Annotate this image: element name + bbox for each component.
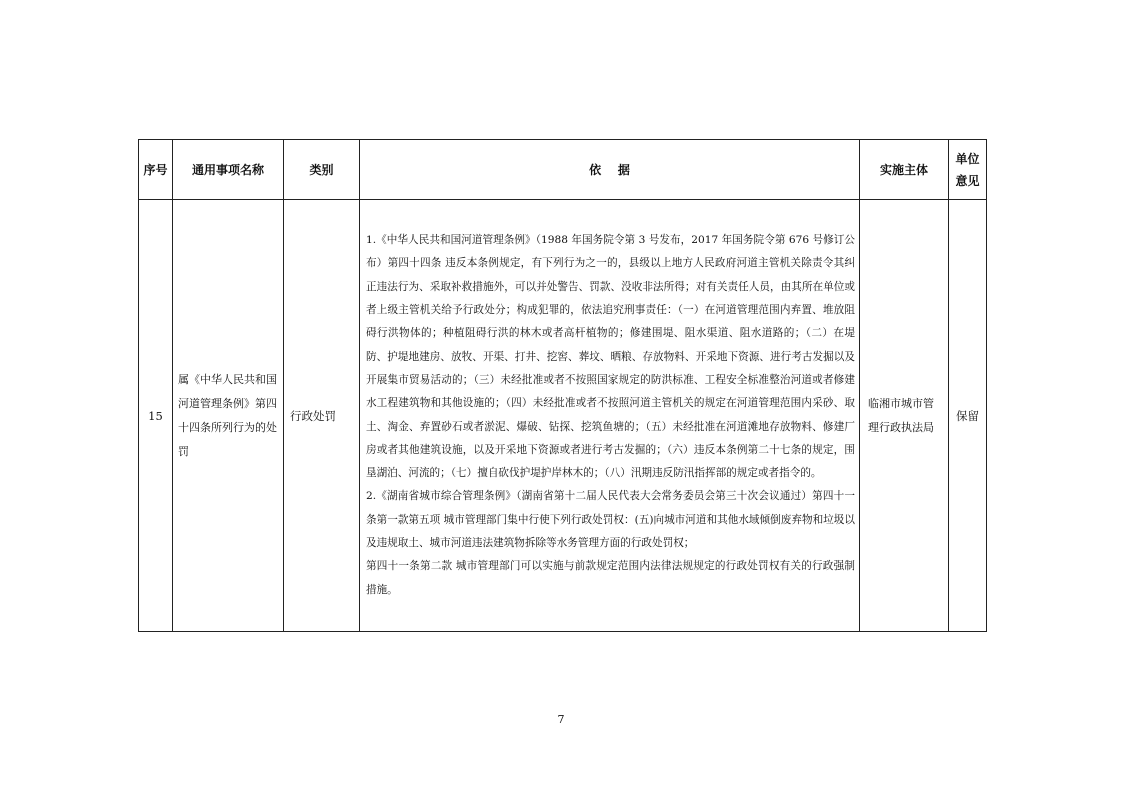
basis-paragraph-3: 第四十一条第二款 城市管理部门可以实施与前款规定范围内法律法规规定的行政处罚权有关的行政强制措施。 bbox=[366, 560, 855, 596]
row-seq: 15 bbox=[139, 200, 173, 632]
basis-paragraph-1: 1.《中华人民共和国河道管理条例》（1988 年国务院令第 3 号发布，2017 年国务院令第 676 号修订公布）第四十四条 违反本条例规定，有下列行为之一的，县级以上地方人民政府河道主管机关除责令其纠正违法行为、采取补救措施外，可以并处警告、罚款、没收非法所得；对有关责任人员，由其所在单位或者上级主管机关给予行政处分；构成犯罪的，依法追究刑事责任：（一）在河道管理范围内弃置、堆放阻碍行洪物体的；种植阻碍行洪的林木或者高杆植物的；修建围堤、阻水渠道、阻水道路的；（二）在堤防、护堤地建房、放牧、开渠、打井、挖窖、葬坟、晒粮、存放物料、开采地下资源、进行考古发掘以及开展集市贸易活动的；（三）未经批准或者不按照国家规定的防洪标准、工程安全标准整治河道或者修建水工程建筑物和其他设施的；（四）未经批准或者不按照河道主管机关的规定在河道管理范围内采砂、取土、淘金、弃置砂石或者淤泥、爆破、钻探、挖筑鱼塘的；（五）未经批准在河道滩地存放物料、修建厂房或者其他建筑设施，以及开采地下资源或者进行考古发掘的；（六）违反本条例第二十七条的规定，围垦湖泊、河流的；（七）擅自砍伐护堤护岸林木的；（八）汛期违反防汛指挥部的规定或者指令的。 bbox=[366, 234, 855, 480]
row-category: 行政处罚 bbox=[284, 200, 360, 632]
table-header-row bbox=[139, 140, 987, 200]
page-number: 7 bbox=[557, 713, 565, 726]
header-category: 类别 bbox=[284, 140, 360, 200]
row-opinion: 保留 bbox=[949, 200, 987, 632]
basis-paragraph-2: 2.《湖南省城市综合管理条例》（湖南省第十二届人民代表大会常务委员会第三十次会议通过）第四十一条第一款第五项 城市管理部门集中行使下列行政处罚权：(五)向城市河道和其他水域倾倒废弃物和垃圾以及违规取土、城市河道违法建筑物拆除等水务管理方面的行政处罚权； bbox=[366, 490, 855, 549]
table-row bbox=[139, 200, 987, 632]
header-basis: 依 据 bbox=[360, 140, 860, 200]
header-opinion bbox=[949, 140, 987, 200]
header-name: 通用事项名称 bbox=[173, 140, 284, 200]
header-opinion-line1: 单位 bbox=[955, 151, 980, 166]
header-seq: 序号 bbox=[139, 140, 173, 200]
header-entity: 实施主体 bbox=[860, 140, 949, 200]
row-basis bbox=[360, 200, 860, 632]
header-opinion-line2: 意见 bbox=[955, 173, 980, 188]
document-table bbox=[138, 139, 987, 632]
row-entity: 临湘市城市管理行政执法局 bbox=[860, 200, 949, 632]
row-item-name: 属《中华人民共和国河道管理条例》第四十四条所列行为的处罚 bbox=[173, 200, 284, 632]
